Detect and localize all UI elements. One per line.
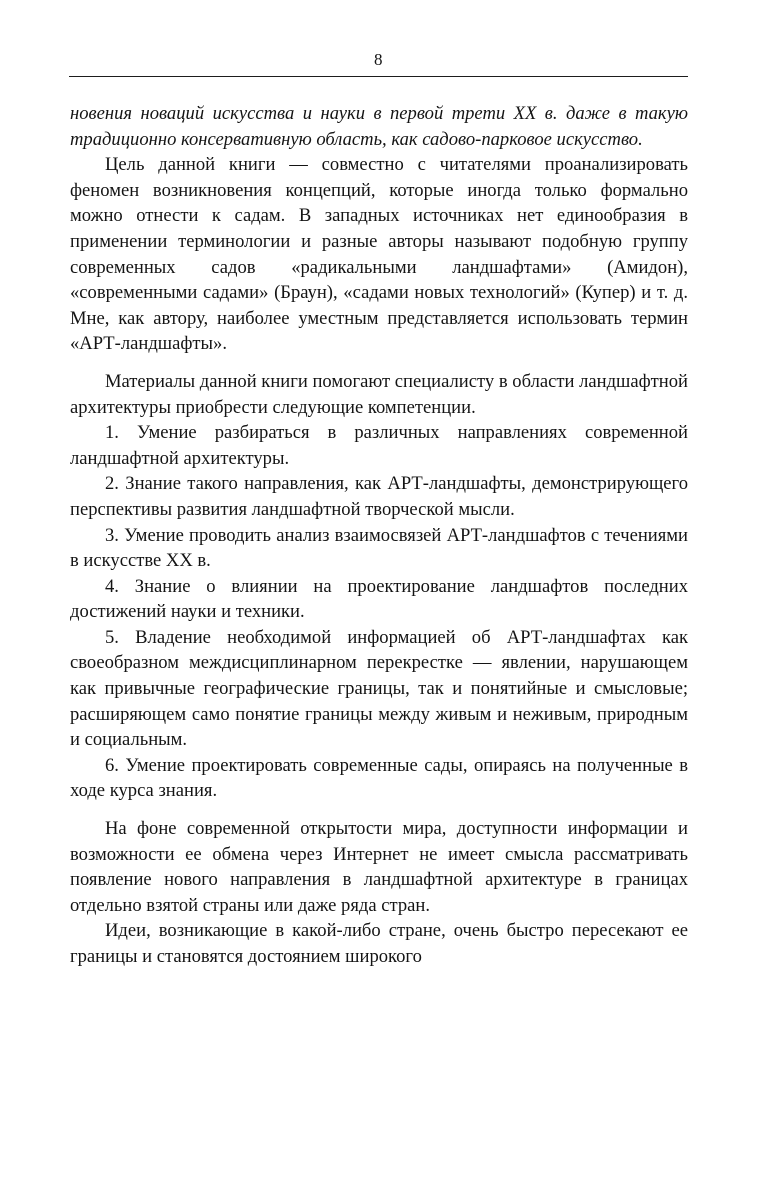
paragraph: новения новаций искусства и науки в первой трети XX в. даже в такую традиционно консервативную область, как садово-парковое искусство. bbox=[70, 103, 688, 150]
text-column bbox=[70, 101, 688, 970]
paragraph: 4. Знание о влиянии на проектирование ландшафтов последних достижений науки и техники. bbox=[70, 575, 688, 623]
paragraph: 6. Умение проектировать современные сады, опираясь на полученные в ходе курса знания. bbox=[70, 754, 688, 802]
paragraph: Материалы данной книги помогают специалисту в области ландшафтной архитектуры приобрести следующие компетенции. bbox=[70, 370, 688, 418]
page-header bbox=[69, 50, 688, 77]
paragraph: 5. Владение необходимой информацией об АРТ-ландшафтах как своеобразном междисциплинарном перекрестке — явлении, нарушающем как привычные географические границы, так и понятийные и смысловые; расширяющем само понятие границы между живым и неживым, природным и социальным. bbox=[70, 626, 688, 751]
paragraph: Идеи, возникающие в какой-либо стране, очень быстро пересекают ее границы и становятся достоянием широкого bbox=[70, 920, 688, 967]
paragraph: 1. Умение разбираться в различных направлениях современной ландшафтной архитектуры. bbox=[70, 422, 688, 469]
paragraph: Цель данной книги — совместно с читателями проанализировать феномен возникновения концепций, которые иногда только формально можно отнести к садам. В западных источниках нет единообразия в применении терминологии и разные авторы называют подобную группу современных садов «радикальными ландшафтами» (Амидон), «современными садами» (Браун), «садами новых технологий» (Купер) и т. д. Мне, как автору, наиболее уместным представляется использовать термин «АРТ-ландшафты». bbox=[70, 154, 688, 355]
page-number: 8 bbox=[374, 50, 383, 69]
header-rule bbox=[69, 76, 688, 77]
paragraph: 2. Знание такого направления, как АРТ-ландшафты, демонстрирующего перспективы развития ландшафтной творческой мысли. bbox=[70, 473, 688, 520]
paragraph: На фоне современной открытости мира, доступности информации и возможности ее обмена через Интернет не имеет смысла рассматривать появление нового направления в ландшафтной архитектуре в границах отдельно взятой страны или даже ряда стран. bbox=[70, 818, 688, 916]
paragraph: 3. Умение проводить анализ взаимосвязей АРТ-ландшафтов с течениями в искусстве XX в. bbox=[70, 524, 688, 572]
